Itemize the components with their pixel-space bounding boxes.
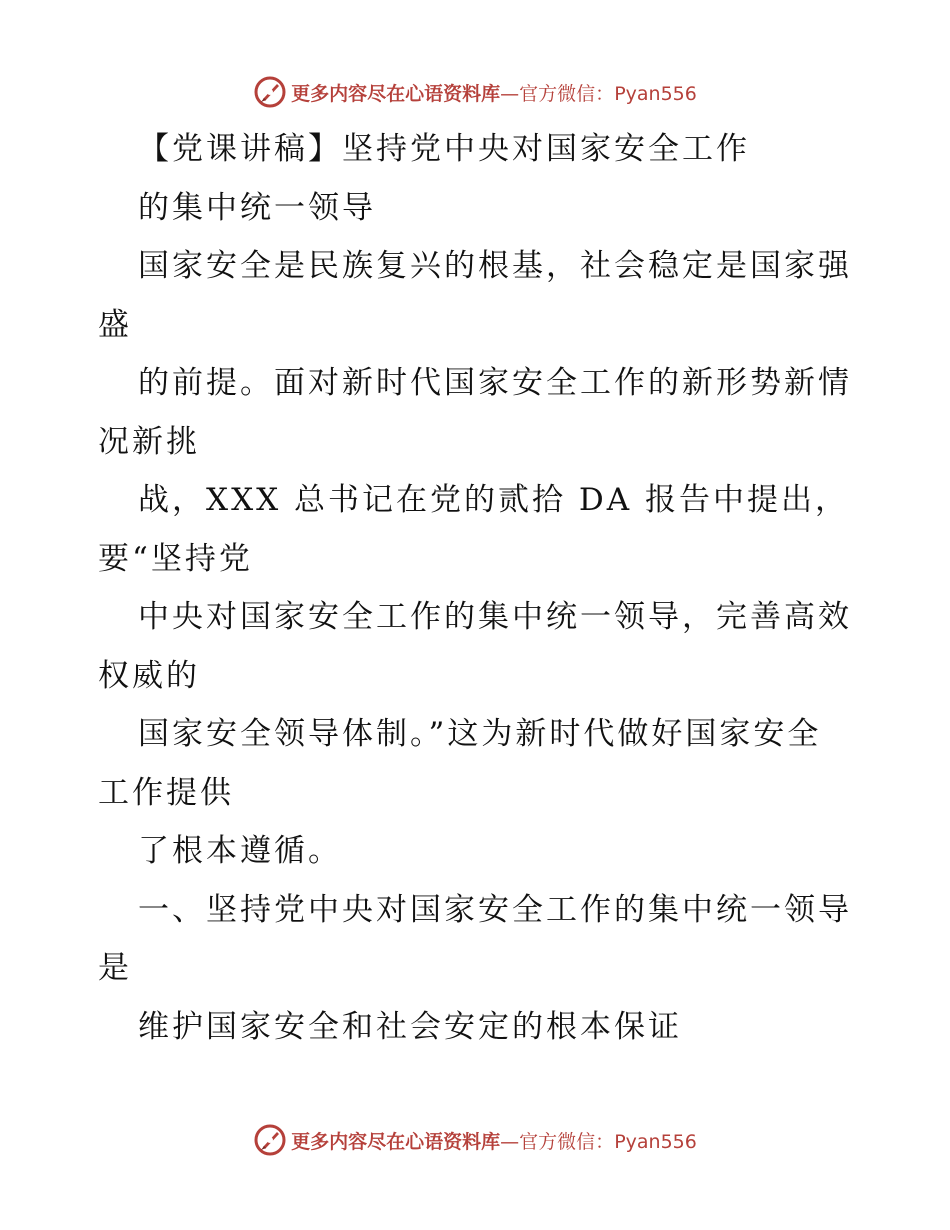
document-body	[98, 120, 858, 1056]
doc-line: 工作提供	[98, 774, 234, 811]
doc-line: 中央对国家安全工作的集中统一领导，完善高效	[138, 599, 852, 635]
brand-name: 更多内容尽在心语资料库	[291, 1130, 501, 1153]
section-heading-line: 是	[98, 950, 132, 986]
doc-title-line-2: 的集中统一领导	[138, 189, 376, 226]
footer-banner	[0, 1120, 950, 1160]
wechat-id: Pyan556	[614, 1130, 697, 1153]
doc-line: 权威的	[98, 657, 200, 694]
doc-line: 战，XXX 总书记在党的贰拾 DA 报告中提出，	[138, 482, 850, 518]
banner-text	[291, 79, 697, 106]
doc-line: 国家安全是民族复兴的根基，社会稳定是国家强	[138, 248, 852, 284]
wechat-label: 官方微信：	[519, 82, 615, 105]
quill-seal-icon	[253, 1123, 287, 1157]
wechat-id: Pyan556	[614, 82, 697, 105]
brand-name: 更多内容尽在心语资料库	[291, 82, 501, 105]
banner-text	[291, 1127, 697, 1154]
banner-dash: —	[500, 1130, 520, 1153]
doc-line: 的前提。面对新时代国家安全工作的新形势新情	[138, 365, 852, 401]
doc-line: 了根本遵循。	[138, 833, 342, 869]
doc-line: 国家安全领导体制。”这为新时代做好国家安全	[138, 716, 822, 752]
quill-seal-icon	[253, 75, 287, 109]
doc-line: 盛	[98, 306, 132, 343]
section-heading-line: 维护国家安全和社会安定的根本保证	[138, 1008, 682, 1045]
doc-line: 要“坚持党	[98, 540, 253, 577]
doc-line: 况新挑	[98, 423, 200, 460]
wechat-label: 官方微信：	[519, 1130, 615, 1153]
header-banner	[0, 72, 950, 112]
doc-title-line-1: 【党课讲稿】坚持党中央对国家安全工作	[138, 131, 750, 167]
section-heading-line: 一、坚持党中央对国家安全工作的集中统一领导	[138, 891, 852, 928]
banner-dash: —	[500, 82, 520, 105]
